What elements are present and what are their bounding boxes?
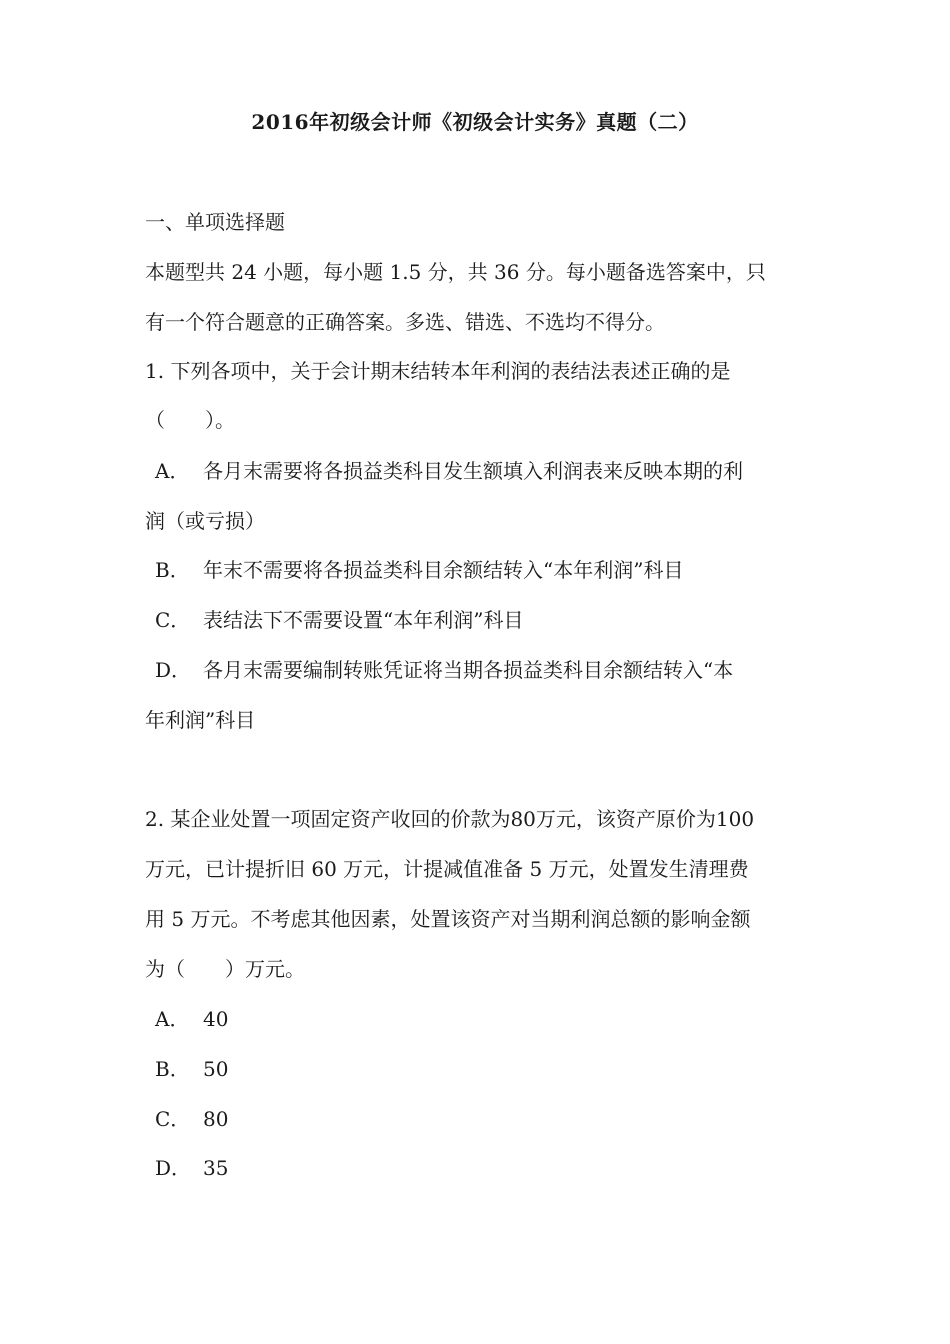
option-letter: D． [155,658,192,682]
q1-stem-line-1: 1. 下列各项中，关于会计期末结转本年利润的表结法表述正确的是 [145,359,731,383]
option-letter: A． [155,1007,190,1031]
q1-option-c [145,606,815,634]
option-letter: B． [155,1057,190,1081]
q1-option-b [145,556,815,584]
q2-option-c [145,1105,815,1133]
instructions-line-1: 本题型共 24 小题，每小题 1.5 分，共 36 分。每小题备选答案中，只 [145,260,766,284]
option-letter: A． [155,459,190,483]
option-text: 各月末需要将各损益类科目发生额填入利润表来反映本期的利 [203,459,743,483]
option-text: 各月末需要编制转账凭证将当期各损益类科目余额结转入“本 [203,658,734,682]
q1-option-d [145,656,815,684]
option-text: 表结法下不需要设置“本年利润”科目 [203,608,524,632]
document-title: 2016年初级会计师《初级会计实务》真题（二） [251,110,699,134]
q2-option-a [145,1005,815,1033]
q1-option-a [145,457,815,485]
q1-option-a-cont: 润（或亏损） [145,509,265,533]
q2-option-b [145,1055,815,1083]
option-letter: B． [155,558,190,582]
q2-stem-line-3: 用 5 万元。不考虑其他因素，处置该资产对当期利润总额的影响金额 [145,907,751,931]
q1-option-d-cont: 年利润”科目 [145,708,256,732]
q2-stem-line-1: 2. 某企业处置一项固定资产收回的价款为80万元，该资产原价为100 [145,807,755,831]
q2-option-d [145,1154,815,1182]
q2-stem-line-2: 万元，已计提折旧 60 万元，计提减值准备 5 万元，处置发生清理费 [145,857,749,881]
option-letter: C． [155,608,191,632]
option-letter: D． [155,1156,192,1180]
option-value: 50 [203,1057,229,1081]
option-value: 35 [203,1156,229,1180]
instructions-line-2: 有一个符合题意的正确答案。多选、错选、不选均不得分。 [145,310,665,334]
option-text: 年末不需要将各损益类科目余额结转入“本年利润”科目 [203,558,684,582]
option-letter: C． [155,1107,191,1131]
option-value: 40 [203,1007,229,1031]
option-value: 80 [203,1107,229,1131]
q2-stem-line-4: 为（ ）万元。 [145,957,305,981]
section-heading: 一、单项选择题 [145,210,285,234]
q1-stem-line-2: （ ）。 [145,408,235,432]
